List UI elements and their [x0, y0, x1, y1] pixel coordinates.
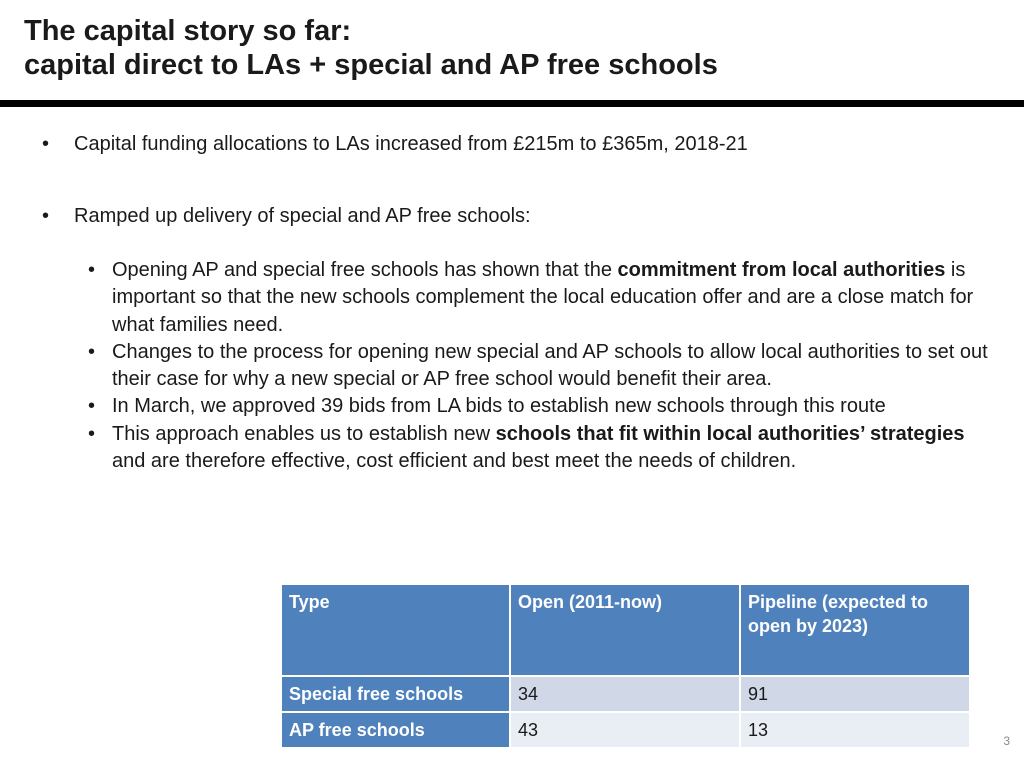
row-open-cell: 43 — [510, 712, 740, 748]
title-divider — [0, 100, 1024, 107]
sub-bullet-approved-bids — [88, 393, 988, 420]
sub-bullet-list — [88, 257, 988, 475]
sub-bullet-emphasis: schools that fit within local authorities’ strategies — [495, 422, 965, 445]
sub-bullet-process-changes — [88, 339, 988, 394]
sub-bullet-marker: • — [88, 259, 96, 281]
row-type-cell: AP free schools — [281, 712, 510, 748]
sub-bullet-text: Changes to the process for opening new special and AP schools to allow local authorities to set out their case for why a new special or AP free school would benefit their area. — [112, 340, 988, 391]
bullet-marker: • — [42, 133, 50, 155]
column-header-pipeline: Pipeline (expected to open by 2023) — [740, 584, 970, 676]
column-header-open: Open (2011-now) — [510, 584, 740, 676]
sub-bullet-marker: • — [88, 422, 96, 445]
row-open-cell: 34 — [510, 676, 740, 712]
sub-bullet-marker: • — [88, 340, 96, 363]
sub-bullet-approach — [88, 421, 988, 476]
table-row — [281, 676, 970, 712]
bullet-ramped-up-delivery — [42, 203, 531, 230]
row-pipeline-cell: 91 — [740, 676, 970, 712]
free-schools-table — [280, 583, 971, 749]
table-header-row — [281, 584, 970, 676]
sub-bullet-la-commitment — [88, 257, 988, 339]
column-header-type: Type — [281, 584, 510, 676]
sub-bullet-text: Opening AP and special free schools has shown that the — [112, 259, 618, 281]
sub-bullet-text-end: and are therefore effective, cost efficient and best meet the needs of children. — [112, 450, 797, 473]
row-pipeline-cell: 13 — [740, 712, 970, 748]
slide-title — [24, 14, 718, 82]
sub-bullet-marker: • — [88, 395, 96, 418]
bullet-capital-funding — [42, 131, 748, 158]
bullet-marker: • — [42, 205, 50, 227]
slide-title-line-1: The capital story so far: — [24, 15, 352, 47]
bullet-text: Ramped up delivery of special and AP free schools: — [74, 205, 531, 227]
sub-bullet-emphasis: commitment from local authorities — [617, 259, 946, 281]
sub-bullet-text-end: is important so that the new schools complement the local education offer and are a close match for what families need. — [112, 259, 974, 336]
slide-title-line-2: capital direct to LAs + special and AP free schools — [24, 49, 718, 81]
bullet-text: Capital funding allocations to LAs increased from £215m to £365m, 2018-21 — [74, 133, 748, 155]
row-type-cell: Special free schools — [281, 676, 510, 712]
table-row — [281, 712, 970, 748]
sub-bullet-text: This approach enables us to establish new — [112, 422, 496, 445]
sub-bullet-text: In March, we approved 39 bids from LA bids to establish new schools through this route — [112, 395, 886, 418]
page-number: 3 — [1003, 734, 1010, 748]
